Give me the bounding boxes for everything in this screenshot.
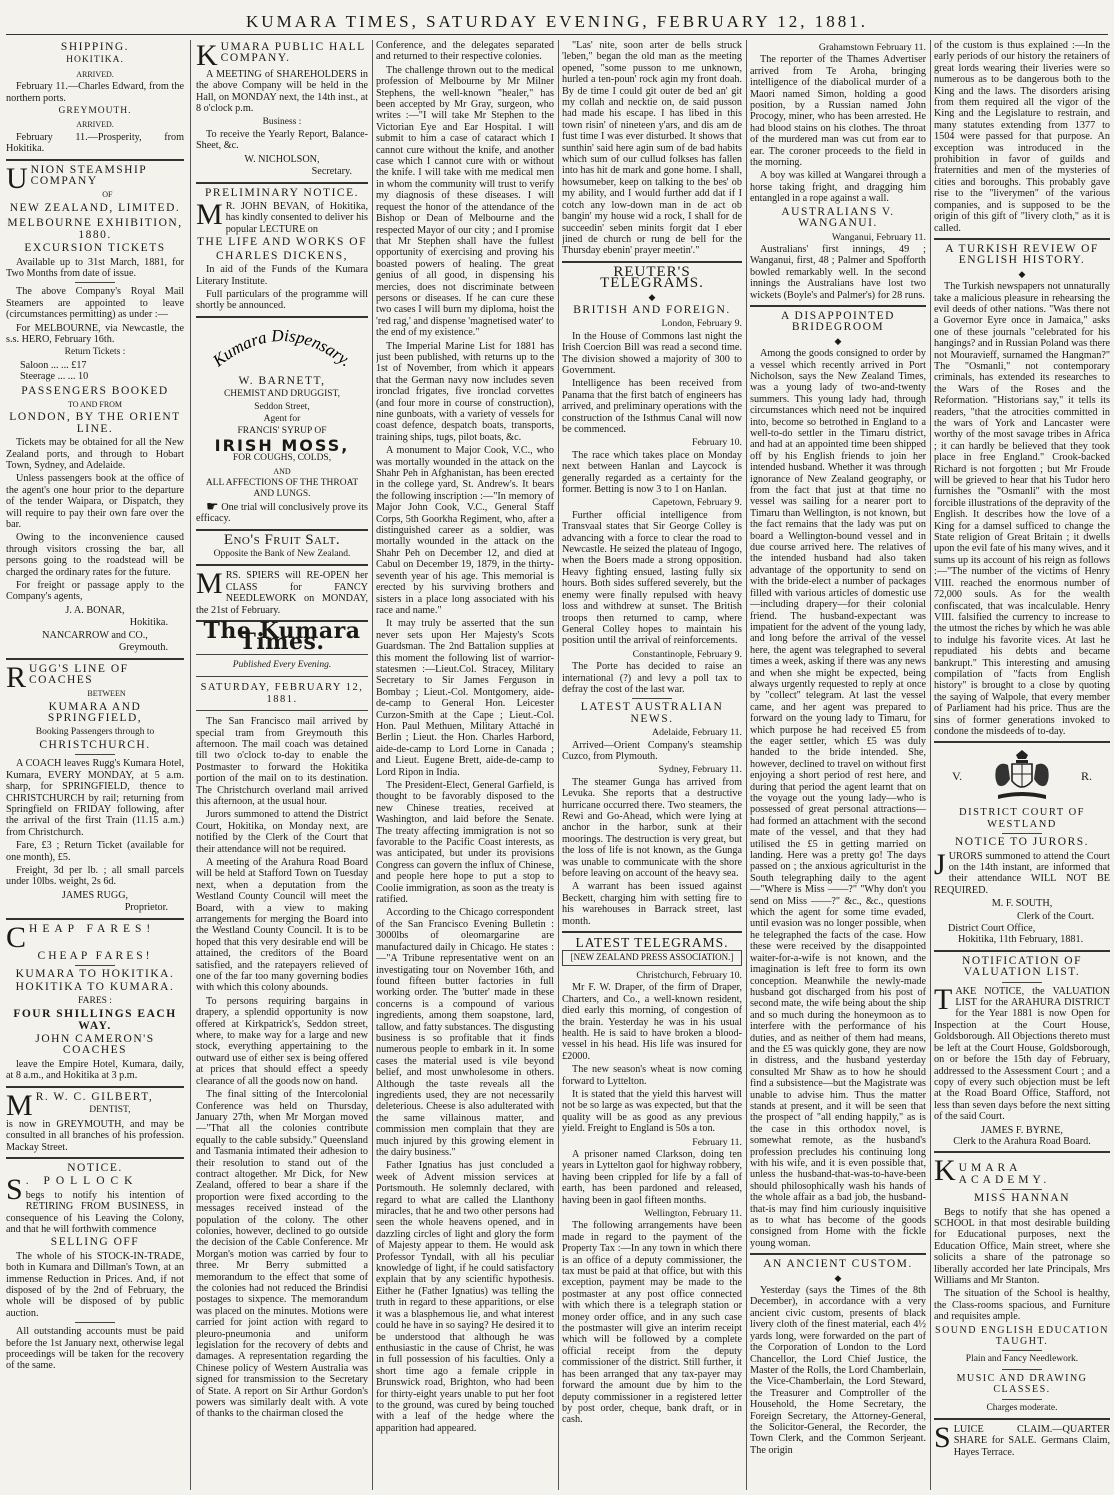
above-text: The above Company's Royal Mail Steamers are appointed to leave (circumstances permitting) as under :— bbox=[6, 286, 184, 321]
paragraph: A meeting of the Arahura Road Board will be held at Stafford Town on Tuesday next, when a deputation from the Westland County Council will meet the Board, with a view to making arrangements for merging the Board into the Westland County Council. It is to be hoped that this very desirable end will be attained, the creditors of the Board satisfied, and the ratepayers relieved of one of the far too many governing bodies with which this colony abounds. bbox=[196, 856, 368, 994]
gilbert-ad bbox=[6, 1088, 184, 1122]
greymouth-heading: GREYMOUTH. bbox=[58, 106, 132, 117]
paragraph: "Las' nite, soon arter de bells struck 'leben," began the old man as the meeting opened, "some pusson to me unknown, hurled a ten-poun' rock agin my front doah. By de time I could git outer de bed an' git my collah and necktie on, de said pusson had made his escape. I has libed in this town risin' of nineteen y'ars, and dis am de fust time I was ever disturbed. It shows that sunthin' said here agin sum of de bad habits which sum of our cullud folkses has fallen into has hit de mark and gone home. I shall, howsumeber, keep on talking to the bes' ob my ability, and I would further add dat if I cotch any low-down man in de act ob bangin' my house wid a rock, I shall for de succeedin' seben minits forgit dat I eber jined de church or rung de bell for the Thursday ebenin' prayer meetin'." bbox=[562, 40, 742, 257]
column-6 bbox=[934, 40, 1110, 1490]
paragraph: Yesterday (says the Times of the 8th December), in accordance with a very ancient civic custom, presents of black livery cloth of the finest material, each 4½ yards long, were forwarded on the part of the Corporation of London to the Lord Chancellor, the Lord Chief Justice, the Master of the Rolls, the Lord Chamberlain, the Vice-Chamberlain, the Lord Steward, the Treasurer and Comptroller of the Household, the Home Secretary, the Foreign Secretary, the Attorney-General, the Solicitor-General, the Recorder, the Town Clerk, and the Common Serjeant. The origin bbox=[750, 1285, 926, 1456]
telegram: The following arrangements have been made in regard to the payment of the Property Tax :—In any town in which there is an office of a deputy commissioner, the tax must be paid at that office, but with this exception, payment may be made to the postmaster at any post office connected with which there is a telegraph station or money order office, and in any such case the postmaster will give an interim receipt which will be followed by a complete official receipt from the deputy commissioner of the district. Still further, it has been arranged that any tax-payer may forward the amount due by him to the deputy commissioner in a registered letter by post order, cheque, bank draft, or in cash. bbox=[562, 1220, 742, 1426]
life-works: THE LIFE AND WORKS OF bbox=[197, 236, 367, 249]
drop-cap: K bbox=[934, 1154, 956, 1188]
gilbert-text: is now in GREYMOUTH, and may be consulted in all branches of his profession. Mackay Street. bbox=[6, 1118, 184, 1153]
pollock-text: begs to notify his intention of RETIRING FROM BUSINESS, in consequence of his Leaving the Colony, and that he will forthwith commence bbox=[6, 1189, 184, 1235]
shipping-hokitika: February 11.—Charles Edward, from the northern ports. bbox=[6, 81, 184, 104]
rugg-signature: JAMES RUGG, bbox=[61, 889, 129, 901]
divider bbox=[196, 182, 368, 184]
short-rule bbox=[1002, 1350, 1042, 1351]
clerk-of-court: Clerk of the Court. bbox=[1017, 910, 1094, 922]
shipping-greymouth: February 11.—Prosperity, from Hokitika. bbox=[6, 131, 184, 155]
south: M. F. SOUTH, bbox=[991, 898, 1053, 910]
preliminary-notice: PRELIMINARY NOTICE. bbox=[205, 186, 359, 199]
dateline: Constantinople, February 9. bbox=[632, 648, 742, 660]
arrived-label: ARRIVED. bbox=[76, 69, 114, 79]
ornament-icon: ◆ bbox=[834, 1272, 842, 1283]
agent-bonar-loc: Hokitika. bbox=[129, 617, 168, 629]
freight-text: For freight or passage apply to the Company's agents, bbox=[6, 580, 184, 603]
to-from: TO AND FROM bbox=[67, 399, 123, 409]
miss-hannan: MISS HANNAN bbox=[973, 1192, 1071, 1205]
sluice-text: LUICE CLAIM.—QUARTER SHARE for SALE. Germans Claim, Hayes Terrace. bbox=[953, 1424, 1110, 1458]
column-divider bbox=[558, 40, 559, 1490]
column-4 bbox=[562, 40, 742, 1490]
telegram: It is stated that the yield this harvest will not be so large as was expected, but that the quality will be as good as any previous yield. Freight to England is 50s a ton. bbox=[562, 1088, 742, 1135]
published-daily: Published Every Evening. bbox=[232, 659, 332, 670]
full-text: Full particulars of the programme will shortly be announced. bbox=[196, 288, 368, 312]
divider bbox=[750, 1253, 926, 1255]
australians-wanganui: AUSTRALIANS V. WANGANUI. bbox=[781, 205, 895, 230]
dateline: Sydney, February 11. bbox=[658, 764, 742, 776]
column-divider bbox=[372, 40, 373, 1490]
short-rule bbox=[75, 282, 115, 283]
divider bbox=[196, 529, 368, 531]
royal-crest bbox=[934, 749, 1110, 803]
dateline: Wellington, February 11. bbox=[644, 1208, 742, 1219]
sound-education: SOUND ENGLISH EDUCATION TAUGHT. bbox=[935, 1324, 1109, 1348]
turkish-heading: A TURKISH REVIEW OF ENGLISH HISTORY. bbox=[945, 242, 1099, 267]
short-rule bbox=[632, 698, 672, 699]
drop-cap: R bbox=[6, 660, 27, 694]
telegram: A warrant has been issued against Beckett, charging him with setting fire to his warehouses in Barrack street, last month. bbox=[562, 881, 742, 927]
accounts-text: All outstanding accounts must be paid before the 1st January next, otherwise legal proceedings will be taken for the recovery of the same. bbox=[6, 1326, 184, 1372]
telegram: Australians' first innings, 49 ; Wanganui, first, 48 ; Palmer and Spofforth bowled remarkably well. In the second innings the Australians have lost two wickets (Boyle's and Palmer's) for 28 runs. bbox=[750, 243, 926, 301]
telegram: The steamer Gunga has arrived from Levuka. She reports that a destructive hurricane occurred there. Two steamers, the Rewi and Go-Ahead, which were lying at anchor in the harbor, sunk at their moorings. The destruction is very great, but the loss of life is not known, as the Gunga was unable to communicate with the shore before leaving on account of the heavy sea. bbox=[562, 776, 742, 880]
byrne: JAMES F. BYRNE, bbox=[981, 1124, 1063, 1136]
paragraph: Father Ignatius has just concluded a week of Advent mission services at Portsmouth. He solemnly declared, with regard to what are called the Llanthony miracles, that he and two other persons had seen the whole heavens opened, and in dazzling circles of light and glory the form of Majesty appear to them. He would ask Professor Tyndall, with all his peculiar knowledge of light, if he could satisfactory explain that by any scientific hypothesis. Either he (Father Ignatius) was telling the truth in regard to these apparitions, or else it was a blasphemous lie, and what interest could he have in so saying? He desired it to be understood that although he was enthusiastic in the cause of Christ, he was in full possession of his faculties. Only a short time ago a female cripple in Brunswick road, Brighton, who had been for thirty-eight years unable to put her foot to the ground, was cured by being touched with a leaf of the hedge where the apparition had appeared. bbox=[376, 1160, 554, 1434]
rugg-ad bbox=[6, 660, 184, 700]
saloon-fare: Saloon ... ... £17 bbox=[20, 359, 87, 371]
divider bbox=[562, 931, 742, 933]
london-orient: LONDON, BY THE ORIENT LINE. bbox=[9, 411, 181, 435]
masthead: KUMARA TIMES, SATURDAY EVENING, FEBRUARY 12, 1881. bbox=[246, 12, 868, 31]
melbourne-exhibition: MELBOURNE EXHIBITION, 1880. bbox=[7, 217, 183, 241]
column-1 bbox=[6, 40, 184, 1490]
agent-for: Agent for bbox=[263, 413, 301, 424]
cheap-fares-2: CHEAP FARES! bbox=[37, 949, 153, 962]
one-trial bbox=[196, 499, 368, 525]
union-heading: NION STEAMSHIP COMPANY bbox=[30, 163, 147, 188]
charges: Charges moderate. bbox=[986, 1402, 1058, 1413]
seddon-street: Seddon Street, bbox=[254, 401, 310, 412]
drop-cap: T bbox=[934, 982, 953, 1016]
rugg-freight: Freight, 3d per lb. ; all small parcels under 10lbs. weight, 2s 6d. bbox=[6, 865, 184, 888]
divider bbox=[6, 1157, 184, 1159]
ancient-custom-heading: AN ANCIENT CUSTOM. bbox=[763, 1258, 913, 1271]
chemist: CHEMIST AND DRUGGIST, bbox=[223, 389, 341, 400]
divider bbox=[6, 1086, 184, 1088]
bridegroom-heading: A DISAPPOINTED BRIDEGROOM bbox=[781, 309, 895, 334]
divider bbox=[196, 564, 368, 566]
cameron-text: leave the Empire Hotel, Kumara, daily, at 8 a.m., and Hokitika at 3 p.m. bbox=[6, 1058, 184, 1082]
short-rule bbox=[1002, 982, 1042, 983]
column-divider bbox=[930, 40, 931, 1490]
telegram: Arrived—Orient Company's steamship Cuzco, from Plymouth. bbox=[562, 739, 742, 762]
kumara-to-hokitika: KUMARA TO HOKITIKA. bbox=[15, 968, 175, 981]
british-foreign: BRITISH AND FOREIGN. bbox=[573, 303, 731, 316]
paragraph: The San Francisco mail arrived by special tram from Greymouth this afternoon. The mail coach was detained till two o'clock to-day to enable the Postmaster to forward the Hokitika portion of the mail on to its destination. The Christchurch overland mail arrived this afternoon, at the usual hour. bbox=[196, 716, 368, 807]
drop-cap: M bbox=[6, 1088, 33, 1122]
barnett: W. BARNETT, bbox=[238, 374, 326, 387]
rugg-booking: Booking Passengers through to bbox=[35, 726, 155, 737]
telegram: The Porte has decided to raise an international (?) and levy a poll tax to defray the cost of the last war. bbox=[562, 661, 742, 695]
short-rule bbox=[1002, 1399, 1042, 1400]
press-association: [NEW ZEALAND PRESS ASSOCIATION.] bbox=[562, 950, 742, 965]
drop-cap: J bbox=[934, 847, 946, 881]
gilbert-dentist: DENTIST, bbox=[89, 1105, 131, 1116]
paragraph: The final sitting of the Intercolonial Conference was held on Thursday, January 27th, when Mr Morgan moved—"That all the colonies contribute equally to the cable subsidy." Queensland and Tasmania intimated their adhesion to their resolution to stand out of the contract altogether. Mr Dick, for New Zealand, offered to bear a share if the proportion were fixed according to the messages received instead of the population of the colony. The other colonies, however, declined to go outside the decision of the Cable Conference. Mr Morgan's motion was carried by four to three. Mr Berry submitted a memorandum to the effect that some of the colonies had not reduced the Brindisi postages to sixpence. The memorandum was placed on the minutes. Motions were carried for joint action with regard to pleuro-pneumonia and uniform legislation for the recovery of debts and damages. A representation regarding the Chinese policy of Western Australia was signed for transmission to the Secretary of State. A report on Sir Arthur Gordon's powers was similarly dealt with. A vote of thanks to the chairman closed the bbox=[196, 1089, 368, 1420]
court-date: Hokitika, 11th February, 1881. bbox=[958, 934, 1084, 946]
rugg-proprietor: Proprietor. bbox=[124, 902, 168, 914]
dateline: February 10. bbox=[691, 437, 742, 449]
dateline: Christchurch, February 10. bbox=[636, 969, 742, 981]
paragraph: Among the goods consigned to order by a vessel which recently arrived in Port Nicholson, says the New Zealand Times, was a young lady of two-and-twenty summers. This young lady had, through circumstances which need not be inquired into, become so betrothed in England to a well-to-do settler in the Timaru district, and had at an appointed time been shipped off by his English friends to join her intended husband. Whether it was through ignorance of New Zealand geography, or from the fact that just at that time no vessel was sailing for a nearer port to Timaru than Wellington, is not known, but the fact remains that the lady was put on board a Wellington-bound vessel and in due course arrived here. The relatives of the intended husband had also taken advantage of the opportunity to send on with the bride-elect a number of packages filled with various articles of domestic use—including drapery—for their colonial friend. The husband-expectant was impatient for the advent of the young lady, and long before the arrival of the vessel here, the agent was telegraphed to several times a week, asking if there was any news and when she might be expected, being always urgently requested to reply at once by "collect" telegram. At last the vessel came, and her agent was prepared to forward on the young lady to Timaru, for which purpose he had received £5 from the eager settler, which £5 was duly handed to the bride intended. She, however, declined to travel on without first enjoying a short period of rest here, and during that period the agent learnt that on the voyage out the young lady—who is possessed of great personal attractions—had formed an attachment with the second mate of the vessel, and that they had utilised the £5 in getting married on landing. Here was a pretty go! The days passed on ; the anxious agriculturist in the South telegraphing daily to the agent—"Where is Miss ——?" "Why don't you send on Miss ——?" &c., &c., questions which the agent for some time evaded, until evasion was no longer possible, when he telegraphed the facts of the case. How these were received by the disappointed waiter-for-a-wife is not known, and the imagination is left free to form its own conception. Meanwhile the newly-made husband got discharged from his post of second mate, the wife being about the ship and so much during the honeymoon as to interfere with the performance of his duties, and as neither of them had means, and the £5 was quickly gone, they are now in distress, and the husband yesterday consulted Mr Shaw as to how he should find a subsistence—but the Magistrate was unable to advise him. Thus the matter stands at present, and it will be seen that the prospect of "all ending happily," as is the case in this orthodox novel, is somewhat remote, as the husband's profession precludes his continuing long with his wife, and it is even possible that, unless the husband-that-was-to-have-been should philosophically wash his hands of the whole affair as a bad job, the husband-that-is may find him curiously inquisitive as to what has become of the goods consigned from Home with the fickle young woman. bbox=[750, 348, 926, 1249]
column-divider bbox=[746, 40, 747, 1490]
dateline: Wanganui, February 11. bbox=[831, 231, 926, 243]
drop-cap: C bbox=[6, 920, 27, 954]
short-rule bbox=[1002, 1189, 1042, 1190]
rugg-text: A COACH leaves Rugg's Kumara Hotel, Kumara, EVERY MONDAY, at 5 a.m. sharp, for SPRINGFIELD, thence to CHRISTCHURCH by rail; returning from Springfield on FRIDAY following, after the arrival of the first Train (11.15 a.m.) from Christchurch. bbox=[6, 758, 184, 838]
notice-heading: NOTICE. bbox=[67, 1161, 123, 1174]
divider bbox=[562, 261, 742, 263]
owing-text: Owing to the inconvenience caused through visitors crossing the bar, all persons going to the roadstead will be charged the ordinary rates for the future. bbox=[6, 532, 184, 578]
aid-text: In aid of the Funds of the Kumara Literary Institute. bbox=[196, 264, 368, 287]
union-nz: NEW ZEALAND, LIMITED. bbox=[9, 201, 181, 214]
telegram: A prisoner named Clarkson, doing ten years in Lyttelton gaol for highway robbery, having been crippled for life by a fall of earth, has been pardoned and released, having been in gaol fifteen months. bbox=[562, 1148, 742, 1206]
drop-cap: K bbox=[196, 40, 218, 72]
pointing-hand-icon: ☛ bbox=[206, 499, 219, 515]
paragraph: It may truly be asserted that the sun never sets upon Her Majesty's Scots Guardsman. The 2nd Battalion supplies at this moment the following list of warrior-statesmen :—Lieut.Col. Stracey, Military Secretary to Sir James Ferguson in Bombay ; Lieut.-Col. Montgomery, aide-de-camp to General Hon. Leicester Curzon-Smith at the Cape ; Lieut.-Col. Hon. Paul Methuen, Military Attaché in Berlin ; Lieut. the Hon. Charles Harbord, aide-de-camp to Lord Lorne in Canada ; and Lieut. Eugene Brett, aide-de-camp to Lord Ripon in India. bbox=[376, 618, 554, 778]
needlework: Plain and Fancy Needlework. bbox=[965, 1354, 1079, 1365]
enos-fruit-salt: Eno's Fruit Salt. bbox=[223, 531, 341, 548]
paragraph: The President-Elect, General Garfield, is thought to be favorably disposed to the new Chinese treaties, received at Washington, and laid before the Senate. The treaty affecting immigration is not so favorable to the Pacific Coast interests, as was anticipated, but under its provisions Congress can govern the influx of Chinese, and people here hope to put a stop to Coolie immigration, as soon as the treaty is ratified. bbox=[376, 780, 554, 906]
paragraph: The challenge thrown out to the medical profession of Melbourne by Mr Milner Stephens, the well-known "healer," has been accepted by Mr Gray, surgeon, who writes :—"I will take Mr Stephen to the Victorian Eye and Ear Hospital. I will submit to him a case of cataract which I cannot cure without the knife, and another case which I cannot cure with or without the knife. I will take with me medical men in whom the community will trust to verify my diagnosis of these diseases. I will request the honor of the attendance of the Bishop or Dean of Melbourne and the respected Mayor of our city ; and I promise that Mr Stephen shall have the fullest opportunity of exercising and proving his boasted powers of healing. The great genius of all good, in dispensing his mercies, does not discriminate between persons or diseases. If he can cure these two cases I will burn my diploma, hoist the 'red rag,' and dispense 'magnetised water' to the end of my existence." bbox=[376, 64, 554, 339]
masthead-rule bbox=[6, 34, 1108, 35]
divider bbox=[196, 316, 368, 318]
reuters-heading: REUTER'S TELEGRAMS. bbox=[600, 263, 704, 292]
short-rule bbox=[75, 1322, 115, 1323]
divider bbox=[934, 1418, 1110, 1420]
valuation-heading: NOTIFICATION OF VALUATION LIST. bbox=[962, 954, 1082, 979]
jurors-text: URORS summoned to attend the Court on the 14th instant, are informed that their attendance WILL NOT BE REQUIRED. bbox=[934, 850, 1110, 896]
telegram: The race which takes place on Monday next between Hanlan and Laycock is generally regarded as a certainty for the former. Betting is now 3 to 1 on Hanlan. bbox=[562, 449, 742, 496]
cheap-heading: HEAP FARES! bbox=[29, 922, 156, 935]
divider bbox=[196, 676, 368, 677]
dateline: Capetown, February 9. bbox=[652, 497, 742, 509]
divider bbox=[934, 1151, 1110, 1153]
stock-text: The whole of his STOCK-IN-TRADE, both in Kumara and Dillman's Town, at an immense Reduction in Prices. And, if not disposed of by the 2nd of February, the whole will be disposed of by public auction. bbox=[6, 1250, 184, 1319]
drop-cap: M bbox=[196, 567, 223, 601]
rugg-between: BETWEEN bbox=[87, 689, 126, 699]
dateline: London, February 9. bbox=[661, 318, 742, 330]
selling-off: SELLING OFF bbox=[50, 1236, 140, 1249]
paragraph: According to the Chicago correspondent of the San Francisco Evening Bulletin : 3000lbs of oleomargarine are manufactured daily in Chicago. He states :—"A Tribune representative went on an investigating tour on November 16th, and found fifteen butter factories in full working order. The 'butter' made in these concerns is a compound of various ingredients, among them soapstone, lard, tallow, and fatty substances. The disgusting business is so profitable that it finds numerous people to embark in it. In some cases the material used is vile beyond belief, and most unwholesome in others. Although the taste reveals all the ingredients used, they are not necessarily deleterious. Cheese is also adulterated with the same villainous matter, and commission men complain that they are much injured by this growing element in the dairy business." bbox=[376, 907, 554, 1158]
secretary: Secretary. bbox=[311, 166, 352, 178]
cheap-fares-ad bbox=[6, 920, 184, 954]
dateline: Adelaide, February 11. bbox=[652, 727, 742, 739]
divider bbox=[934, 238, 1110, 240]
paragraph: To persons requiring bargains in drapery, a splendid opportunity is now offered at Kirkpatrick's, Seddon street, where, to make way for a large and new stock, everything appertaining to the outward use of either sex is being offered at prices that should effect a speedy clearance of all the goods now on hand. bbox=[196, 995, 368, 1087]
arrived-label: ARRIVED. bbox=[76, 120, 114, 130]
column-divider bbox=[190, 40, 191, 1490]
spiers-ad bbox=[196, 567, 368, 616]
telegram: Mr F. W. Draper, of the firm of Draper, Charters, and Co., a well-known resident, died early this morning, of congestion of the brain. Yesterday he was in his usual health. He is said to have broken a blood-vessel in his head. His life was insured for £2000. bbox=[562, 982, 742, 1062]
hall-text: A MEETING of SHAREHOLDERS in the above Company will be held in the Hall, on MONDAY next, the 14th inst., at 8 o'clock p.m. bbox=[196, 69, 368, 115]
telegram: Intelligence has been received from Panama that the first batch of engineers has arrived, and preliminary operations with the construction of the Isthmus Canal will now be commenced. bbox=[562, 378, 742, 435]
telegram: In the House of Commons last night the Irish Coercion Bill was read a second time. The division showed a majority of 300 to Government. bbox=[562, 330, 742, 376]
divider bbox=[6, 658, 184, 660]
divider bbox=[6, 918, 184, 920]
royal-coat-of-arms-icon bbox=[990, 749, 1054, 803]
shipping-title: SHIPPING. bbox=[60, 41, 130, 53]
paragraph: of the custom is thus explained :—In the early periods of our history the retainers of great lords wearing their liveries were so numerous as to be dangerous both to the King and the laws. The disorders arising from them required all the vigor of the King and the Legislature to restrain, and many statutes extending from 1377 to 1504 were passed for that purpose. An exception was introduced in the prohibition in favor of guilds and fraternities and men of the mysteries of cities and boroughs. This probably gave rise to the "liverymen" of the various companies, and is supposed to be the origin of this gift of "livery cloth," as it is called. bbox=[934, 40, 1110, 234]
divider bbox=[934, 741, 1110, 743]
charles-dickens: CHARLES DICKENS, bbox=[216, 249, 348, 262]
bevan-ad bbox=[196, 198, 368, 235]
agent-bonar: J. A. BONAR, bbox=[65, 604, 125, 616]
passengers-booked: PASSENGERS BOOKED bbox=[21, 384, 169, 397]
paragraph: Jurors summoned to attend the District Court, Hokitika, on Monday next, are notified by the Clerk of the Court that their attendance will not be required. bbox=[196, 809, 368, 855]
crest-v: V. bbox=[952, 768, 963, 783]
drop-cap: S bbox=[934, 1421, 951, 1455]
fares-label: FARES : bbox=[78, 995, 112, 1006]
bevan-text: R. JOHN BEVAN, of Hokitika, has kindly consented to deliver his popular LECTURE on bbox=[225, 201, 368, 235]
paper-title: The Kumara Times. bbox=[203, 618, 361, 656]
byrne-title: Clerk to the Arahura Road Board. bbox=[953, 1135, 1091, 1147]
divider bbox=[750, 305, 926, 307]
music-drawing: MUSIC AND DRAWING CLASSES. bbox=[956, 1372, 1088, 1396]
short-rule bbox=[1002, 1369, 1042, 1370]
hall-heading: UMARA PUBLIC HALL COMPANY. bbox=[220, 41, 366, 65]
divider bbox=[6, 159, 184, 161]
hannan-text: Begs to notify that she has opened a SCHOOL in that most desirable building for Educational purposes, next the Education Office, Main street, where she solicits a share of the patronage so liberally accorded her late Principals, Mrs Williams and Mr Stanton. bbox=[934, 1206, 1110, 1286]
paragraph: The Turkish newspapers not unnaturally take a malicious pleasure in rehearsing the evil deeds of other nations. "Was there not a Governor Eyre once in Jamaica," asks one of these journals "celebrated for his hangings? and in Russian Poland was there not Mouravieff, surnamed the Hangman?" The "Osmanli," not contemporary criminals, has extended its researches to the Wars of the Roses and the Reformation. "Historians say," it tells its readers, "that the atrocities committed in the wars of York and Lancaster were worthy of the most savage tribes in Africa ; it can hardly be believed that they took place in free England." Crook-backed Richard is not forgotten ; but Mr Froude will be grieved to hear that his Tudor hero furnishes the "Osmanli" with the most forcible illustrations of the depravity of the English. It describes how the love of a King for a damsel sufficed to change the State religion of Great Britain ; it dwells upon the evil fate of his many wives, and it sums up its account of his reign as follows :—"The number of the victims of Henry VIII. reached the enormous number of 72,000 souls. As for the wealth confiscated, that was incalculable. Henry VIII. falsified the currency to increase to the utmost the riches by which he was able to indulge his favorite vices. At last he repudiated his debts and became bankrupt." This interesting and amusing compilation of "facts from English history" is brought to a close by quoting the saying of Walpole, that every member of Parliament had his price. Thus are the sins of former generations invoked to condone the misdeeds of to-day. bbox=[934, 281, 1110, 737]
business-label: Business : bbox=[262, 116, 302, 127]
excursion-text: Available up to 31st March, 1881, for Two Months from date of issue. bbox=[6, 256, 184, 279]
and-label: AND bbox=[273, 466, 291, 476]
column-5 bbox=[750, 40, 926, 1490]
short-rule bbox=[75, 965, 115, 966]
hall-ad bbox=[196, 40, 368, 72]
dateline: Grahamstown February 11. bbox=[818, 42, 926, 53]
dateline: February 11. bbox=[692, 1136, 742, 1148]
valuation-notice bbox=[934, 982, 1110, 1123]
return-tickets: Return Tickets : bbox=[64, 347, 126, 358]
drop-cap: M bbox=[196, 198, 223, 232]
short-rule bbox=[75, 754, 115, 755]
academy-heading: UMARA ACADEMY. bbox=[958, 1162, 1051, 1186]
coughs: FOR COUGHS, COLDS, bbox=[232, 453, 332, 464]
tickets-text: Tickets may be obtained for all the New Zealand ports, and through to Hobart Town, Sydney, and Adelaide. bbox=[6, 437, 184, 471]
academy-ad bbox=[934, 1154, 1110, 1188]
union-ad bbox=[6, 161, 184, 215]
court-office: District Court Office, bbox=[948, 923, 1036, 935]
spiers-text: RS. SPIERS will RE-OPEN her CLASS for FANCY NEEDLEWORK on MONDAY, the 21st of February. bbox=[196, 570, 368, 616]
drop-cap: U bbox=[6, 161, 28, 195]
pollock-ad bbox=[6, 1173, 184, 1235]
dispensary-arch-title bbox=[207, 322, 357, 374]
one-trial-text: One trial will conclusively prove its efficacy. bbox=[196, 501, 368, 525]
district-court: DISTRICT COURT OF WESTLAND bbox=[959, 807, 1085, 830]
crest-r: R. bbox=[1080, 768, 1092, 783]
divider bbox=[934, 950, 1110, 952]
paragraph: The Imperial Marine List for 1881 has just been published, with returns up to the 1st of November, from which it appears that the German navy now includes seven ironclad frigates, five ironclad corvettes (and four more in course of construction), nine gunboats, with a variety of vessels for coast defence, despatch boats, transports, training ships, tugs, pilot boats, &c. bbox=[376, 340, 554, 443]
column-2 bbox=[196, 40, 368, 1490]
short-rule bbox=[1002, 833, 1042, 834]
dispensary-title: Kumara Dispensary. bbox=[209, 325, 356, 371]
telegram: The reporter of the Thames Advertiser arrived from Te Aroha, bringing intelligence of the diabolical murder of a Maori named Simon, holding a good position, by a Russian named John Procogy, miner, who has been arrested. He had blood stains on his clothes. The throat of the murdered man was cut from ear to ear. The coroner proceeds to the field in the morning. bbox=[750, 54, 926, 169]
valuation-text: AKE NOTICE, the VALUATION LIST for the ARAHURA DISTRICT for the Year 1881 is now Open for Inspection at the Court House, Goldsborough. All Objections thereto must be left at the Court House, Goldsborough, on or before the 15th day of February, addressed to the Assessment Court ; and a copy of every such objection must be left at the Road Board Office, Stafford, not less than seven days before the next sitting of the said Court. bbox=[934, 985, 1110, 1123]
opposite-bank: Opposite the Bank of New Zealand. bbox=[213, 549, 351, 560]
union-of: OF bbox=[102, 190, 113, 200]
column-3 bbox=[376, 40, 554, 1490]
rugg-route: KUMARA AND SPRINGFIELD, bbox=[47, 700, 143, 725]
paragraph: Conference, and the delegates separated and returned to their respective colonies. bbox=[376, 40, 554, 63]
telegram: A boy was killed at Wangarei through a horse taking fright, and dragging him entangled in a rope against a wall. bbox=[750, 170, 926, 205]
ornament-icon: ◆ bbox=[834, 335, 842, 346]
rugg-fare: Fare, £3 ; Return Ticket (available for one month), £5. bbox=[6, 840, 184, 863]
ornament-icon: ◆ bbox=[1018, 268, 1026, 279]
jurors-heading: NOTICE TO JURORS. bbox=[954, 836, 1090, 849]
sluice-ad bbox=[934, 1421, 1110, 1458]
rugg-heading: UGG'S LINE OF COACHES bbox=[29, 662, 129, 686]
ornament-icon: ◆ bbox=[648, 291, 656, 302]
francis-syrup: FRANCIS' SYRUP OF bbox=[237, 426, 327, 437]
excursion-tickets: EXCURSION TICKETS bbox=[24, 242, 166, 255]
gilbert-heading: R. W. C. GILBERT, bbox=[35, 1090, 154, 1103]
unless-text: Unless passengers book at the office of the agent's one hour prior to the departure of the tender Waipara, or Dispatch, they will require to pay their own fare over the bar. bbox=[6, 473, 184, 531]
pollock-heading: . POLLOCK bbox=[25, 1175, 139, 1188]
divider bbox=[196, 710, 368, 711]
irish-moss: IRISH MOSS, bbox=[214, 435, 350, 455]
svg-text:Kumara Dispensary. bbox=[208, 325, 355, 370]
telegram: The new season's wheat is now coming forward to Lyttelton. bbox=[562, 1064, 742, 1087]
paragraph: A monument to Major Cook, V.C., who was mortally wounded in the attack on the Shahr Peh in Afghanistan, has been erected in the college yard, St. Andrew's. It bears the following inscription :—"In memory of Major John Cook, V.C., General Staff Corps, 5th Goorkha Regiment, who, after a distinguished career as a soldier, was mortally wounded in the attack on the Shahr Peh on December 12, and died at Cabul on December 19, 1879, in the thirty-seventh year of his age. This memorial is erected by his surviving brothers and sisters in a place long associated with his race and name." bbox=[376, 445, 554, 616]
affections: ALL AFFECTIONS OF THE THROAT AND LUNGS. bbox=[205, 477, 359, 500]
telegram: Further official intelligence from Transvaal states that Sir George Colley is advancing with a force to clear the road to Newcastle. He seized the plateau of Ingogo, when the Boers made a strong opposition. Heavy fighting ensued, lasting fully six hours. Both sides suffered severely, but the enemy were finally repulsed with heavy loss and withdrew at sunset. The British troops then returned to camp, where General Colley hopes to maintain his position until the arrival of reinforcements. bbox=[562, 509, 742, 647]
rugg-christchurch: CHRISTCHURCH. bbox=[39, 738, 151, 751]
latest-telegrams: LATEST TELEGRAMS. bbox=[575, 935, 729, 951]
business-text: To receive the Yearly Report, Balance-Sheet, &c. bbox=[196, 129, 368, 152]
agent-nancarrow-loc: Greymouth. bbox=[119, 642, 168, 654]
issue-date: SATURDAY, FEBRUARY 12, 1881. bbox=[200, 682, 364, 705]
steerage-fare: Steerage ... ... 10 bbox=[20, 371, 89, 383]
cameron-coaches: JOHN CAMERON'S COACHES bbox=[35, 1033, 155, 1057]
nicholson: W. NICHOLSON, bbox=[244, 153, 320, 165]
four-shillings: FOUR SHILLINGS EACH WAY. bbox=[13, 1008, 177, 1032]
agent-nancarrow: NANCARROW and CO., bbox=[42, 629, 148, 641]
australian-news: LATEST AUSTRALIAN NEWS. bbox=[580, 701, 724, 725]
drop-cap: S bbox=[6, 1173, 23, 1207]
hokitika-heading: HOKITIKA. bbox=[66, 55, 124, 66]
situation-text: The situation of the School is healthy, the Class-rooms spacious, and Furniture and requisites ample. bbox=[934, 1288, 1110, 1323]
jurors-notice bbox=[934, 847, 1110, 897]
for-melbourne: For MELBOURNE, via Newcastle, the s.s. HERO, February 16th. bbox=[6, 322, 184, 345]
hokitika-to-kumara: HOKITIKA TO KUMARA. bbox=[15, 981, 175, 994]
